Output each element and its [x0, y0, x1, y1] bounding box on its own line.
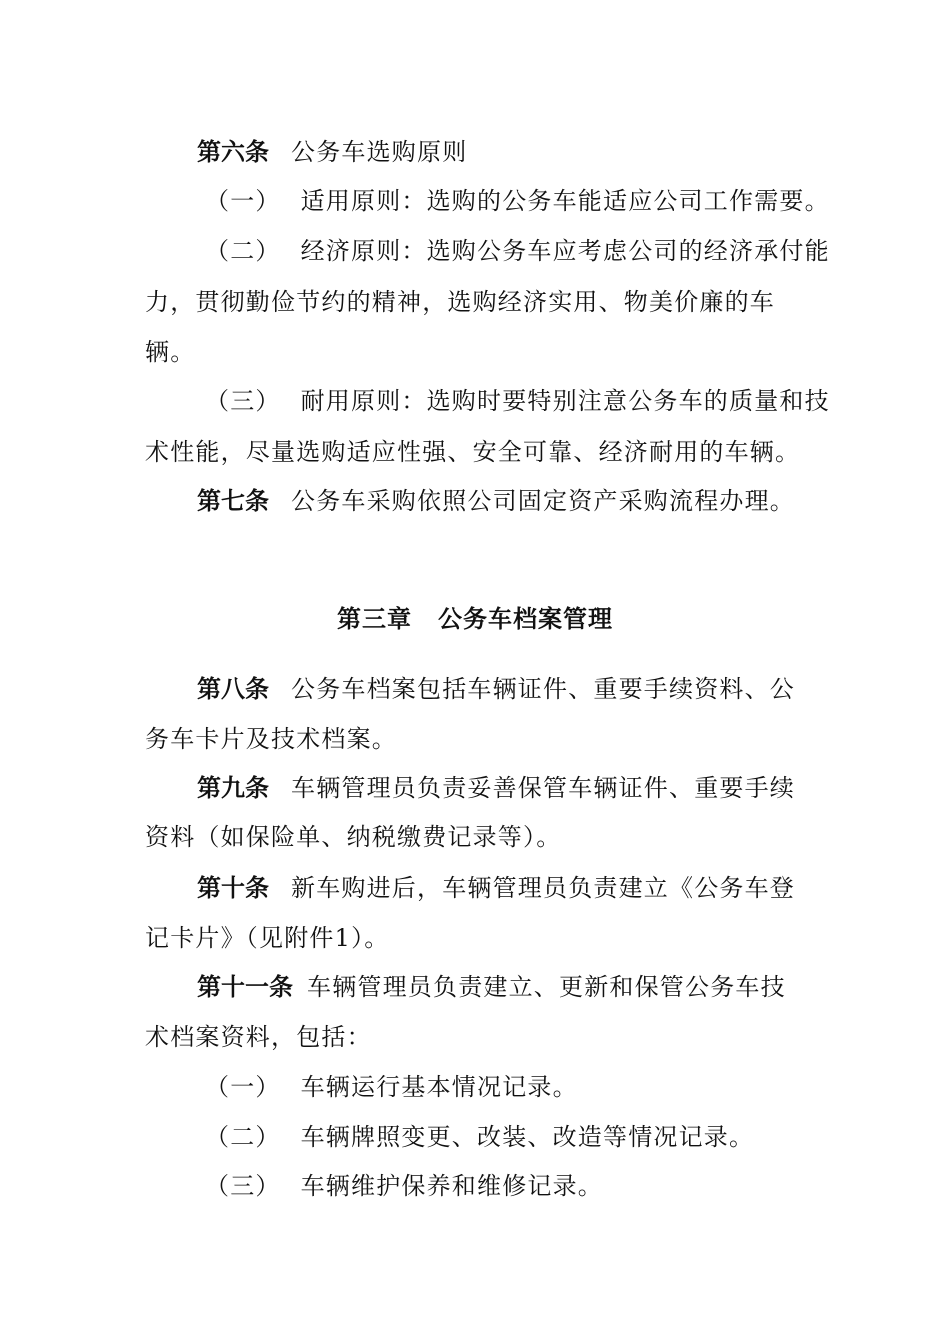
article-11-line-1	[197, 971, 862, 1003]
article-6-item-3-line-1	[205, 385, 870, 417]
chapter-3-title: 公务车档案管理	[438, 605, 613, 633]
item-number: （三）	[205, 1172, 281, 1200]
article-11-item-2	[205, 1121, 870, 1153]
item-text: 车辆运行基本情况记录。	[300, 1073, 578, 1101]
article-6-title: 公务车选购原则	[291, 138, 468, 166]
article-10-label: 第十条	[197, 874, 269, 902]
article-8-line-2: 务车卡片及技术档案。	[145, 725, 397, 753]
article-11-line-2: 术档案资料，包括：	[145, 1023, 372, 1051]
chapter-3-label: 第三章	[337, 605, 412, 633]
item-text: 耐用原则：选购时要特别注意公务车的质量和技	[300, 387, 830, 415]
article-11-item-1	[205, 1071, 870, 1103]
article-6-item-1	[205, 185, 870, 217]
item-number: （二）	[205, 237, 281, 265]
article-9-line-1	[197, 772, 862, 804]
article-9-line-2: 资料（如保险单、纳税缴费记录等）。	[145, 823, 562, 851]
item-number: （一）	[205, 1073, 281, 1101]
item-text: 车辆牌照变更、改装、改造等情况记录。	[300, 1123, 755, 1151]
article-6-item-3-line-2: 术性能，尽量选购适应性强、安全可靠、经济耐用的车辆。	[145, 438, 801, 466]
item-text: 车辆维护保养和维修记录。	[300, 1172, 604, 1200]
article-10-line-1	[197, 872, 862, 904]
article-7-label: 第七条	[197, 487, 269, 515]
item-text: 经济原则：选购公务车应考虑公司的经济承付能	[300, 237, 830, 265]
article-6-item-2-line-2: 力，贯彻勤俭节约的精神，选购经济实用、物美价廉的车	[145, 288, 775, 316]
article-11-label: 第十一条	[197, 973, 293, 1001]
item-number: （一）	[205, 187, 281, 215]
article-6-item-2-line-3: 辆。	[145, 338, 196, 366]
article-8-label: 第八条	[197, 675, 269, 703]
article-7-text: 公务车采购依照公司固定资产采购流程办理。	[291, 487, 795, 515]
article-6-item-2-line-1	[205, 235, 870, 267]
article-8-line-1	[197, 673, 862, 705]
article-10-text: 新车购进后，车辆管理员负责建立《公务车登	[291, 874, 795, 902]
chapter-3-heading	[0, 603, 950, 635]
item-number: （二）	[205, 1123, 281, 1151]
article-8-text: 公务车档案包括车辆证件、重要手续资料、公	[291, 675, 795, 703]
article-9-label: 第九条	[197, 774, 269, 802]
article-6-label: 第六条	[197, 138, 269, 166]
article-10-line-2: 记卡片》（见附件1）。	[145, 924, 390, 952]
article-7	[197, 485, 862, 517]
article-9-text: 车辆管理员负责妥善保管车辆证件、重要手续	[291, 774, 795, 802]
article-11-text: 车辆管理员负责建立、更新和保管公务车技	[307, 973, 786, 1001]
item-number: （三）	[205, 387, 281, 415]
article-6-heading	[197, 136, 862, 168]
item-text: 适用原则：选购的公务车能适应公司工作需要。	[300, 187, 830, 215]
article-11-item-3	[205, 1170, 870, 1202]
